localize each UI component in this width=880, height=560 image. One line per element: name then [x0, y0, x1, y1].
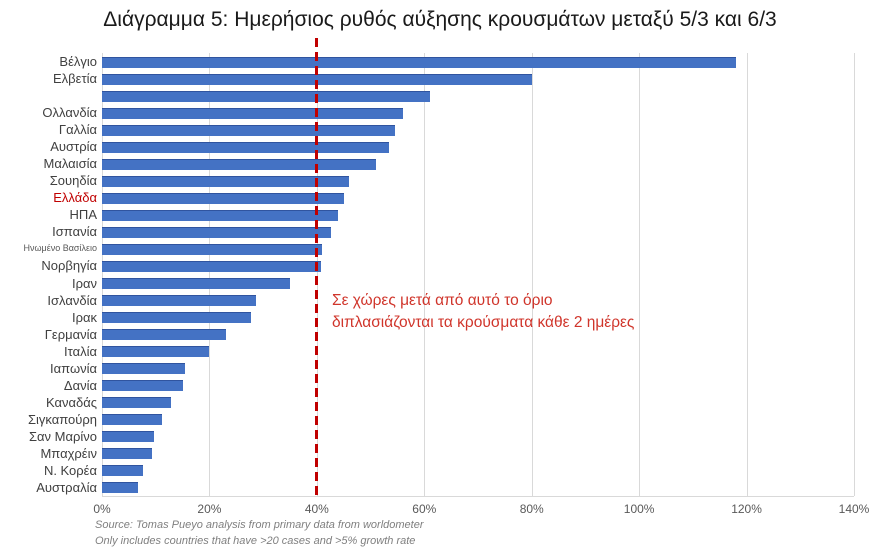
category-label: Νορβηγία — [41, 258, 97, 274]
chart-bar — [102, 227, 331, 238]
category-label: Μαλαισία — [43, 156, 97, 172]
x-tick-label: 0% — [93, 502, 111, 516]
x-axis-ticks — [93, 502, 870, 518]
category-label: Ιρακ — [71, 309, 97, 325]
x-tick-label: 120% — [731, 502, 762, 516]
category-labels — [0, 53, 97, 496]
chart-bar — [102, 448, 152, 459]
gridline — [209, 53, 210, 496]
category-label: Καναδάς — [45, 394, 97, 410]
category-label: Ολλανδία — [42, 105, 97, 121]
annotation-line-2: διπλασιάζονται τα κρούσματα κάθε 2 ημέρες — [332, 314, 635, 331]
category-label: Βέλγιο — [59, 54, 97, 69]
annotation-line-1: Σε χώρες μετά από αυτό το όριο — [332, 292, 553, 309]
chart-title: Διάγραμμα 5: Ημερήσιος ρυθός αύξησης κρουσμάτων μεταξύ 5/3 και 6/3 — [103, 8, 777, 31]
chart-bar — [102, 278, 290, 289]
x-tick-label: 80% — [519, 502, 544, 516]
category-label: Σουηδία — [49, 173, 97, 189]
category-label: Δανία — [63, 377, 97, 393]
x-tick-label: 60% — [412, 502, 437, 516]
x-tick-label: 140% — [838, 502, 870, 516]
chart-bar — [102, 295, 256, 306]
category-label: Γερμανία — [44, 326, 97, 342]
chart-bar — [102, 193, 344, 204]
category-label: Ηνωμένο Βασίλειο — [23, 243, 97, 254]
gridline — [424, 53, 425, 496]
category-label: ΗΠΑ — [69, 207, 97, 223]
chart-bar — [102, 159, 376, 170]
x-tick-label: 100% — [623, 502, 655, 516]
category-label: Αυστραλία — [36, 479, 97, 495]
threshold-dashed-line — [315, 38, 318, 498]
chart-bar — [102, 57, 736, 68]
chart-bar — [102, 142, 389, 153]
x-axis-line — [102, 496, 854, 497]
chart-bar — [102, 244, 322, 255]
chart-bar — [102, 91, 430, 102]
source-note — [95, 518, 424, 549]
category-label: Μπαχρέιν — [40, 445, 97, 461]
chart-bar — [102, 312, 251, 323]
gridline — [747, 53, 748, 496]
category-label: Ελβετία — [53, 71, 97, 87]
source-line-1: Source: Tomas Pueyo analysis from primary data from worldometer — [95, 519, 424, 531]
threshold-annotation — [332, 290, 634, 334]
chart-bar — [102, 482, 138, 493]
gridline — [639, 53, 640, 496]
chart-bar — [102, 346, 209, 357]
chart-bar — [102, 380, 183, 391]
category-label: Ελλάδα — [53, 190, 97, 206]
category-label: Ιταλία — [64, 343, 97, 359]
chart-bar — [102, 210, 338, 221]
chart-bar — [102, 125, 395, 136]
chart-bar — [102, 431, 154, 442]
category-label — [0, 87, 97, 104]
chart-bar — [102, 363, 185, 374]
category-label: Σιγκαπούρη — [27, 411, 97, 427]
chart-bar — [102, 465, 143, 476]
category-label: Ισλανδία — [47, 292, 97, 308]
x-tick-label: 40% — [304, 502, 329, 516]
chart-bar — [102, 176, 349, 187]
category-label: Ν. Κορέα — [43, 462, 97, 478]
category-label: Ιαπωνία — [50, 360, 97, 376]
category-label: Γαλλία — [58, 122, 97, 138]
chart-bar — [102, 397, 171, 408]
category-label: Ιραν — [71, 275, 97, 291]
chart-bar — [102, 414, 162, 425]
category-label: Σαν Μαρίνο — [28, 428, 97, 444]
category-label: Αυστρία — [50, 139, 97, 155]
gridline — [102, 53, 103, 496]
gridline — [854, 53, 855, 496]
source-line-2: Only includes countries that have >20 cases and >5% growth rate — [95, 534, 416, 547]
x-tick-label: 20% — [197, 502, 222, 516]
plot-area — [102, 53, 854, 496]
chart-bar — [102, 108, 403, 119]
gridline — [532, 53, 533, 496]
chart-bar — [102, 329, 226, 340]
chart-bar — [102, 261, 321, 272]
category-label: Ισπανία — [52, 224, 97, 240]
